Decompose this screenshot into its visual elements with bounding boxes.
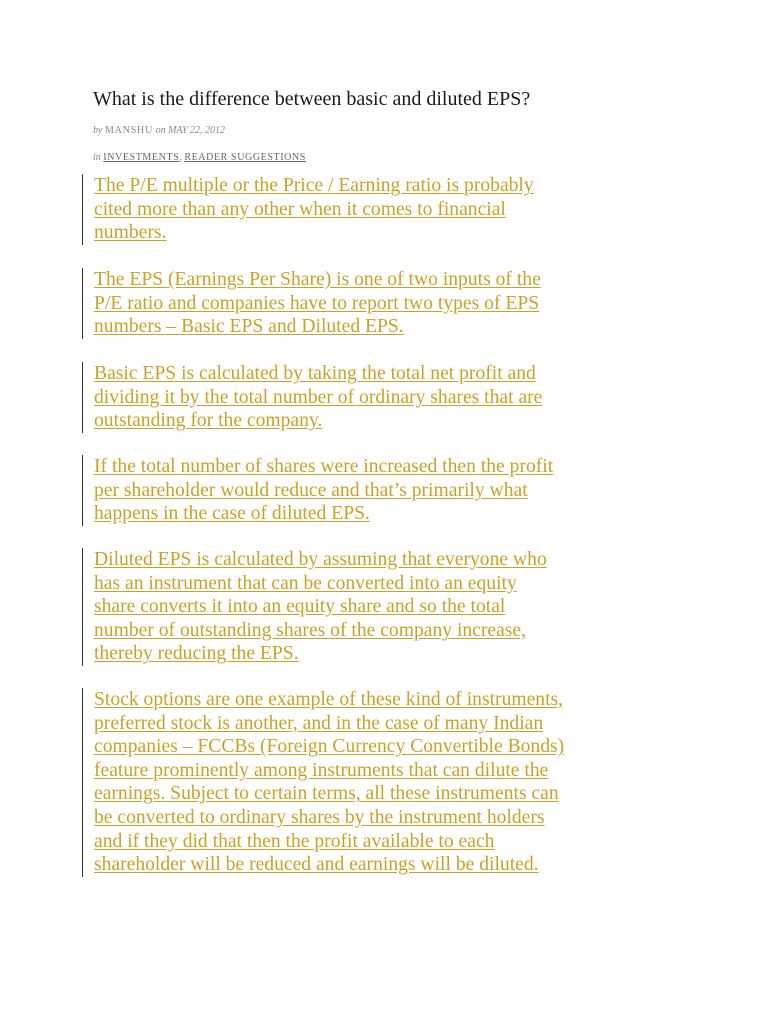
paragraph-5: [82, 548, 694, 666]
paragraph-line: thereby reducing the EPS.: [94, 643, 299, 665]
paragraph-line: Diluted EPS is calculated by assuming that everyone who: [94, 549, 547, 570]
paragraph-line: dividing it by the total number of ordinary shares that are: [94, 386, 543, 408]
paragraph-line: Basic EPS is calculated by taking the total net profit and: [94, 363, 536, 384]
paragraph-line: share converts it into an equity share and so the total: [94, 596, 506, 618]
categories-in: in: [93, 152, 101, 163]
paragraph-line: has an instrument that can be converted into an equity: [94, 572, 517, 594]
category-link-reader-suggestions[interactable]: READER SUGGESTIONS: [184, 152, 306, 163]
paragraph-line: numbers.: [94, 222, 167, 244]
byline-date: MAY 22, 2012: [168, 125, 226, 136]
paragraph-line: per shareholder would reduce and that’s primarily what: [94, 479, 528, 501]
paragraph-line: Stock options are one example of these kind of instruments,: [94, 689, 564, 710]
paragraph-line: If the total number of shares were increased then the profit: [94, 456, 554, 477]
paragraph-4: [82, 455, 694, 526]
byline-by: by: [93, 125, 103, 136]
paragraph-line: companies – FCCBs (Foreign Currency Convertible Bonds): [94, 736, 565, 758]
paragraph-6: [82, 688, 694, 877]
paragraph-2: [82, 268, 694, 339]
byline-on: on: [155, 125, 166, 136]
article-categories: [93, 152, 306, 163]
byline-author: MANSHU: [104, 125, 154, 136]
category-separator: ,: [179, 152, 185, 163]
paragraph-line: shareholder will be reduced and earnings will be diluted.: [94, 854, 539, 876]
paragraph-line: happens in the case of diluted EPS.: [94, 503, 370, 525]
paragraph-line: and if they did that then the profit available to each: [94, 830, 495, 852]
paragraph-line: cited more than any other when it comes to financial: [94, 198, 506, 220]
paragraph-line: number of outstanding shares of the company increase,: [94, 619, 527, 641]
category-link-investments[interactable]: INVESTMENTS: [103, 152, 180, 163]
paragraph-line: outstanding for the company.: [94, 410, 323, 432]
paragraph-1: [82, 174, 694, 245]
paragraph-line: The EPS (Earnings Per Share) is one of two inputs of the: [94, 269, 541, 290]
paragraph-3: [82, 362, 694, 433]
article-title: What is the difference between basic and diluted EPS?: [93, 88, 531, 110]
article-byline: [93, 125, 225, 136]
paragraph-line: feature prominently among instruments that can dilute the: [94, 759, 549, 781]
paragraph-line: P/E ratio and companies have to report two types of EPS: [94, 292, 540, 314]
paragraph-line: preferred stock is another, and in the case of many Indian: [94, 712, 544, 734]
paragraph-line: The P/E multiple or the Price / Earning ratio is probably: [94, 175, 534, 196]
paragraph-line: numbers – Basic EPS and Diluted EPS.: [94, 316, 404, 338]
paragraph-line: be converted to ordinary shares by the instrument holders: [94, 806, 545, 828]
paragraph-line: earnings. Subject to certain terms, all these instruments can: [94, 783, 559, 805]
